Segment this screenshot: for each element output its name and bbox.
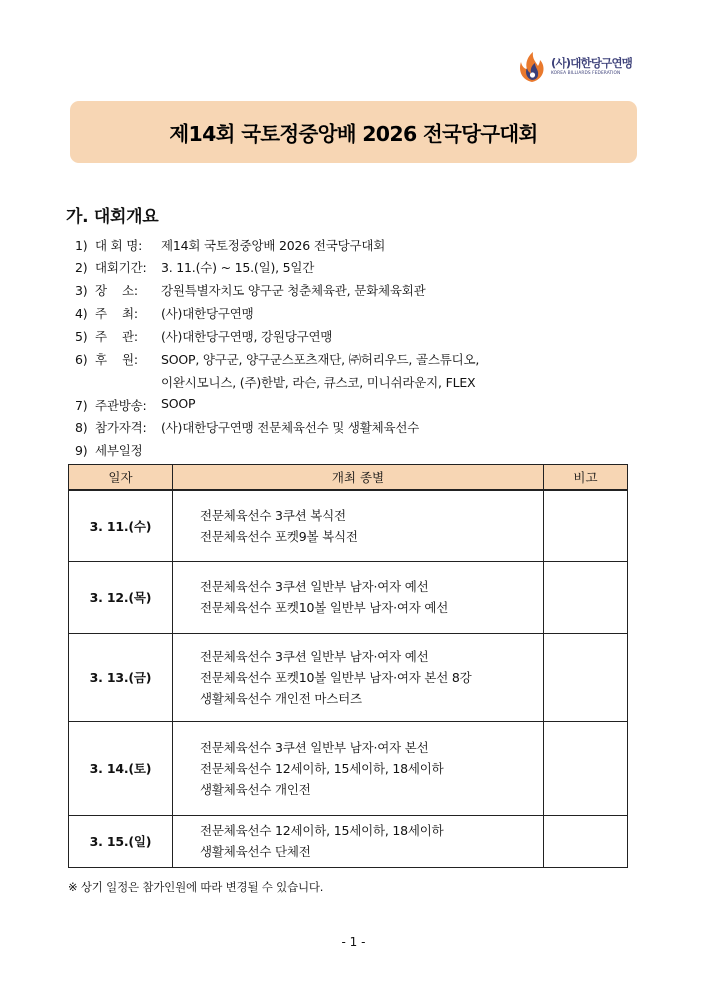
- row-note: [544, 490, 628, 561]
- row-events: 전문체육선수 3쿠션 일반부 남자·여자 예선 전문체육선수 포켓10볼 일반부 남자·여자 본선 8강 생활체육선수 개인전 마스터즈: [173, 633, 544, 721]
- overview-value-broadcast: SOOP: [161, 396, 196, 411]
- title-banner: [70, 101, 637, 163]
- header-date: 일자: [69, 465, 173, 491]
- table-row: [69, 561, 628, 633]
- row-note: [544, 561, 628, 633]
- table-row: [69, 721, 628, 815]
- row-date: 3. 13.(금): [69, 633, 173, 721]
- header-events: 개최 종별: [173, 465, 544, 491]
- overview-item-eligibility: 8) 참가자격:: [75, 420, 147, 435]
- row-date: 3. 11.(수): [69, 490, 173, 561]
- overview-value-organizer: (사)대한당구연맹, 강원당구연맹: [161, 329, 333, 344]
- overview-item-schedule: 9) 세부일정: [75, 443, 143, 458]
- row-events: 전문체육선수 3쿠션 복식전 전문체육선수 포켓9볼 복식전: [173, 490, 544, 561]
- overview-value-sponsor-line1: SOOP, 양구군, 양구군스포츠재단, ㈜허리우드, 골스튜디오,: [161, 352, 480, 367]
- row-date: 3. 12.(목): [69, 561, 173, 633]
- overview-item-host: 4) 주 최:: [75, 306, 138, 321]
- overview-value-period: 3. 11.(수) ~ 15.(일), 5일간: [161, 260, 315, 275]
- overview-value-name: 제14회 국토정중앙배 2026 전국당구대회: [161, 238, 386, 253]
- overview-item-sponsor: 6) 후 원:: [75, 352, 138, 367]
- overview-value-eligibility: (사)대한당구연맹 전문체육선수 및 생활체육선수: [161, 420, 420, 435]
- row-events: 전문체육선수 3쿠션 일반부 남자·여자 예선 전문체육선수 포켓10볼 일반부 남자·여자 예선: [173, 561, 544, 633]
- overview-item-venue: 3) 장 소:: [75, 283, 138, 298]
- row-date: 3. 15.(일): [69, 815, 173, 867]
- row-events: 전문체육선수 12세이하, 15세이하, 18세이하 생활체육선수 단체전: [173, 815, 544, 867]
- schedule-table: [68, 464, 628, 868]
- overview-value-venue: 강원특별자치도 양구군 청춘체육관, 문화체육회관: [161, 283, 426, 298]
- overview-item-name: 1) 대 회 명:: [75, 238, 143, 253]
- table-row: [69, 815, 628, 867]
- row-note: [544, 633, 628, 721]
- overview-item-organizer: 5) 주 관:: [75, 329, 138, 344]
- row-note: [544, 815, 628, 867]
- row-date: 3. 14.(토): [69, 721, 173, 815]
- page-number: - 1 -: [341, 935, 366, 949]
- table-row: [69, 490, 628, 561]
- table-row: [69, 633, 628, 721]
- page-title: 제14회 국토정중앙배 2026 전국당구대회: [169, 122, 538, 146]
- overview-value-host: (사)대한당구연맹: [161, 306, 254, 321]
- flame-logo-icon: [516, 51, 548, 83]
- federation-logo: [516, 50, 632, 84]
- table-header-row: [69, 465, 628, 491]
- footnote: ※ 상기 일정은 참가인원에 따라 변경될 수 있습니다.: [68, 880, 324, 894]
- row-events: 전문체육선수 3쿠션 일반부 남자·여자 본선 전문체육선수 12세이하, 15세이하, 18세이하 생활체육선수 개인전: [173, 721, 544, 815]
- logo-english-text: KOREA BILLIARDS FEDERATION: [551, 70, 621, 76]
- header-note: 비고: [544, 465, 628, 491]
- row-note: [544, 721, 628, 815]
- section-title: 가. 대회개요: [66, 207, 159, 227]
- overview-item-broadcast: 7) 주관방송:: [75, 398, 147, 413]
- logo-korean-text: (사)대한당구연맹: [551, 56, 633, 71]
- overview-item-period: 2) 대회기간:: [75, 260, 147, 275]
- overview-value-sponsor-line2: 이완시모니스, (주)한밭, 라슨, 큐스코, 미니쉬라운지, FLEX: [161, 375, 476, 390]
